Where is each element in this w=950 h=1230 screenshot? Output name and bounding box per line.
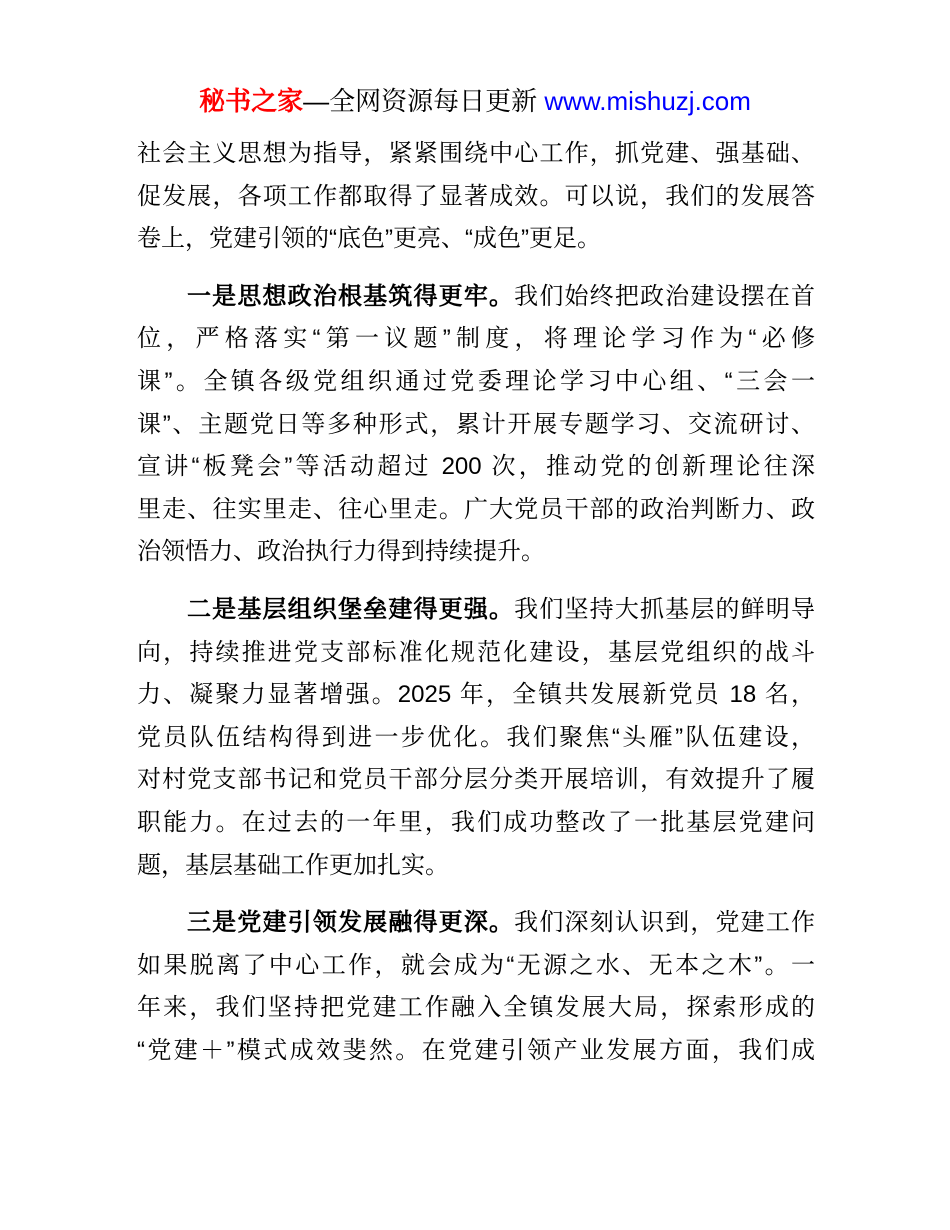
text-line: “党建＋”模式成效斐然。在党建引领产业发展方面，我们成 — [137, 1036, 815, 1064]
paragraph-point-one — [137, 276, 815, 574]
text-line: 职能力。在过去的一年里，我们成功整改了一批基层党建问 — [137, 808, 815, 836]
site-tagline: —全网资源每日更新 — [303, 86, 545, 116]
site-url-link[interactable]: www.mishuzj.com — [544, 86, 751, 116]
bold-lead: 一是思想政治根基筑得更牢。 — [187, 282, 515, 310]
paragraph-point-three — [137, 902, 815, 1072]
text-line: 促发展，各项工作都取得了显著成效。可以说，我们的发展答 — [137, 182, 815, 210]
text-line: 党员队伍结构得到进一步优化。我们聚焦“头雁”队伍建设， — [137, 723, 815, 751]
text-line: 社会主义思想为指导，紧紧围绕中心工作，抓党建、强基础、 — [137, 140, 815, 167]
site-header — [0, 0, 950, 119]
document-body — [137, 133, 815, 1072]
text-line: 治领悟力、政治执行力得到持续提升。 — [137, 538, 545, 566]
text-line: 题，基层基础工作更加扎实。 — [137, 851, 449, 879]
text-line — [137, 902, 815, 945]
text-line: 向，持续推进党支部标准化规范化建设，基层党组织的战斗 — [137, 638, 815, 666]
text-line: 宣讲“板凳会”等活动超过 200 次，推动党的创新理论往深 — [137, 453, 815, 481]
text-line: 位，严格落实“第一议题”制度，将理论学习作为“必修 — [137, 325, 815, 353]
text-line: 里走、往实里走、往心里走。广大党员干部的政治判断力、政 — [137, 495, 815, 523]
bold-lead: 二是基层组织堡垒建得更强。 — [187, 595, 515, 623]
text-line: 如果脱离了中心工作，就会成为“无源之水、无本之木”。一 — [137, 951, 815, 979]
bold-lead: 三是党建引领发展融得更深。 — [187, 909, 515, 937]
text-line: 卷上，党建引领的“底色”更亮、“成色”更足。 — [137, 225, 601, 253]
line-text: 我们坚持大抓基层的鲜明导 — [514, 595, 816, 623]
text-line: 课”。全镇各级党组织通过党委理论学习中心组、“三会一 — [137, 367, 815, 395]
line-text: 我们始终把政治建设摆在首 — [514, 282, 816, 310]
paragraph-intro — [137, 133, 815, 261]
text-line — [137, 589, 815, 632]
site-brand: 秘书之家 — [199, 86, 304, 116]
text-line: 年来，我们坚持把党建工作融入全镇发展大局，探索形成的 — [137, 994, 815, 1022]
text-line: 力、凝聚力显著增强。2025 年，全镇共发展新党员 18 名， — [137, 681, 815, 709]
paragraph-point-two — [137, 589, 815, 887]
text-line: 课”、主题党日等多种形式，累计开展专题学习、交流研讨、 — [137, 410, 815, 438]
text-line — [137, 276, 815, 319]
line-text: 我们深刻认识到，党建工作 — [514, 909, 816, 937]
text-line: 对村党支部书记和党员干部分层分类开展培训，有效提升了履 — [137, 766, 815, 794]
